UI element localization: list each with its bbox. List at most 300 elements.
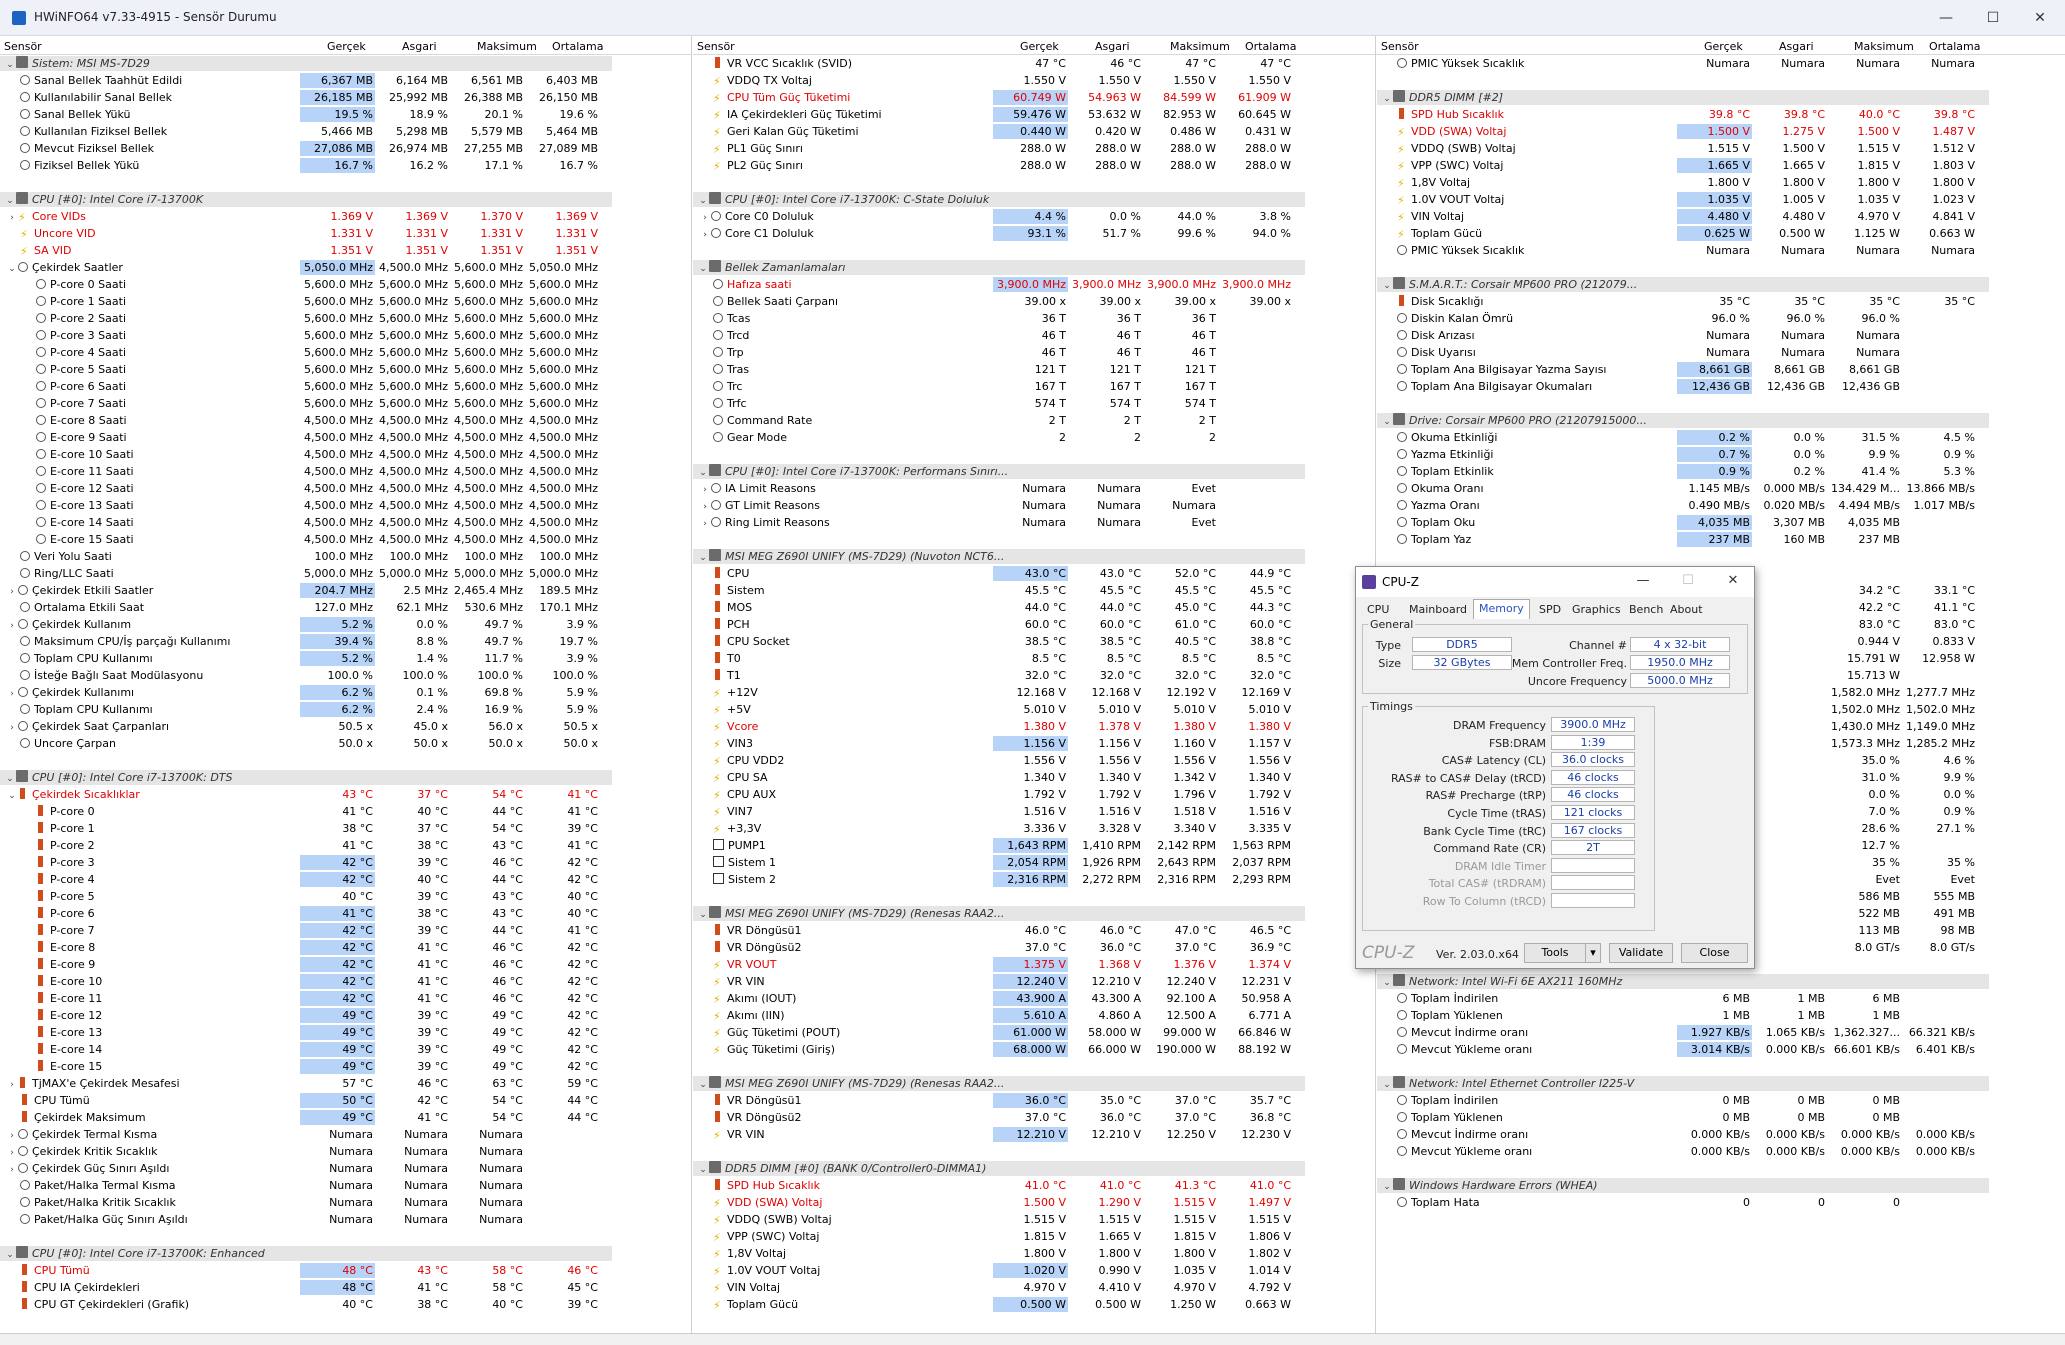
sensor-row[interactable] [1377,225,2065,242]
sensor-group[interactable] [693,463,1383,480]
sensor-row[interactable] [693,684,1383,701]
tab-mainboard[interactable]: Mainboard [1409,603,1468,616]
sensor-row[interactable] [693,293,1383,310]
sensor-row[interactable] [693,854,1383,871]
sensor-row[interactable] [0,531,691,548]
sensor-row[interactable] [693,1024,1383,1041]
sensor-group[interactable] [1377,973,2065,990]
sensor-row[interactable] [0,1194,691,1211]
collapse-icon[interactable]: ⌄ [1383,978,1391,988]
sensor-row[interactable] [693,735,1383,752]
sensor-group[interactable] [693,259,1383,276]
expand-icon[interactable]: › [703,502,707,512]
expand-icon[interactable]: › [10,587,14,597]
sensor-row[interactable] [1377,1007,2065,1024]
sensor-row[interactable] [0,1143,691,1160]
collapse-icon[interactable]: ⌄ [699,196,707,206]
sensor-row[interactable] [693,667,1383,684]
sensor-row[interactable] [693,718,1383,735]
sensor-row[interactable] [0,956,691,973]
sensor-row[interactable] [0,446,691,463]
sensor-row[interactable] [0,1024,691,1041]
sensor-row[interactable] [1377,531,2065,548]
value-avg [527,1144,600,1159]
expand-icon[interactable]: › [10,621,14,631]
tools-dropdown-icon[interactable]: ▾ [1585,943,1601,963]
value-max: 1.515 V [1173,1196,1216,1209]
sensor-row[interactable] [0,1296,691,1313]
sensor-row[interactable] [693,140,1383,157]
sensor-row[interactable] [1377,123,2065,140]
column-avg[interactable]: Ortalama [552,40,604,53]
sensor-row[interactable] [0,548,691,565]
collapse-icon[interactable]: ⌄ [699,553,707,563]
value-current: 5,600.0 MHz [303,312,373,325]
sensor-row[interactable] [693,327,1383,344]
sensor-row[interactable] [1377,191,2065,208]
sensor-name: E-core 9 [50,958,96,971]
expand-icon[interactable]: › [10,1080,14,1090]
sensor-row[interactable] [693,1211,1383,1228]
sensor-row[interactable] [693,276,1383,293]
sensor-row[interactable] [1377,242,2065,259]
sensor-row[interactable] [1377,497,2065,514]
sensor-row[interactable] [693,1194,1383,1211]
sensor-row[interactable] [693,1177,1383,1194]
sensor-row[interactable] [0,429,691,446]
sensor-group[interactable] [0,769,691,786]
sensor-row[interactable] [1377,446,2065,463]
sensor-row[interactable] [0,1075,691,1092]
sensor-row[interactable] [693,72,1383,89]
sensor-row[interactable] [693,89,1383,106]
sensor-row[interactable] [693,395,1383,412]
panel-divider[interactable] [691,36,692,1333]
collapse-icon[interactable]: ⌄ [699,910,707,920]
tab-graphics[interactable]: Graphics [1572,603,1621,616]
sensor-row[interactable] [693,1126,1383,1143]
sensor-row[interactable] [0,412,691,429]
collapse-icon[interactable]: ⌄ [8,264,16,274]
column-sensor[interactable]: Sensör [697,40,735,53]
sensor-row[interactable] [1377,990,2065,1007]
expand-icon[interactable]: › [703,230,707,240]
sensor-row[interactable] [1377,361,2065,378]
close-button[interactable]: ✕ [2034,10,2046,26]
value-max: 1.125 W [1854,227,1900,240]
sensor-row[interactable] [0,871,691,888]
sensor-row[interactable] [0,939,691,956]
sensor-row[interactable] [693,225,1383,242]
collapse-icon[interactable]: ⌄ [6,60,14,70]
sensor-row[interactable] [693,55,1383,72]
column-current[interactable]: Gerçek [1020,40,1059,53]
sensor-row[interactable] [0,480,691,497]
column-max[interactable]: Maksimum [1854,40,1914,53]
tools-button[interactable]: Tools [1524,943,1586,963]
sensor-row[interactable] [0,786,691,803]
sensor-row[interactable] [693,1296,1383,1313]
sensor-row[interactable] [0,973,691,990]
gauge-icon [20,1197,30,1207]
collapse-icon[interactable]: ⌄ [1383,281,1391,291]
sensor-row[interactable] [1377,310,2065,327]
sensor-row[interactable] [1377,344,2065,361]
sensor-row[interactable] [0,888,691,905]
cpuz-minimize-button[interactable]: — [1636,573,1650,588]
tab-bench[interactable]: Bench [1629,603,1664,616]
group-name: DDR5 DIMM [#0] (BANK 0/Controller0-DIMMA1) [725,1162,987,1175]
sensor-row[interactable] [1377,293,2065,310]
sensor-row[interactable] [0,922,691,939]
sensor-row[interactable] [693,973,1383,990]
sensor-row[interactable] [0,820,691,837]
sensor-group[interactable] [1377,1075,2065,1092]
column-current[interactable]: Gerçek [327,40,366,53]
sensor-row[interactable] [0,1126,691,1143]
sensor-group[interactable] [1377,412,2065,429]
value-avg: 1.014 V [1248,1264,1291,1277]
sensor-row[interactable] [693,1262,1383,1279]
expand-icon[interactable]: › [703,485,707,495]
sensor-row[interactable] [0,310,691,327]
value-avg [1220,413,1293,428]
sensor-row[interactable] [1377,514,2065,531]
sensor-panel-2[interactable] [693,36,1383,1333]
sensor-group[interactable] [1377,1177,2065,1194]
sensor-row[interactable] [693,565,1383,582]
sensor-row[interactable] [693,106,1383,123]
sensor-row[interactable] [693,871,1383,888]
sensor-row[interactable] [1377,1143,2065,1160]
sensor-row[interactable] [0,582,691,599]
maximize-button[interactable]: ☐ [1986,10,2000,26]
sensor-row[interactable] [693,344,1383,361]
value-max: 1.380 V [1173,720,1216,733]
sensor-row[interactable] [0,1007,691,1024]
sensor-group[interactable] [693,1160,1383,1177]
sensor-row[interactable] [693,956,1383,973]
value-current: 42 °C [300,923,375,938]
tab-about[interactable]: About [1670,603,1703,616]
value-max: 40.0 °C [1858,108,1900,121]
sensor-row[interactable] [693,412,1383,429]
column-max[interactable]: Maksimum [1170,40,1230,53]
sensor-name: 1,8V Voltaj [1411,176,1471,189]
sensor-row[interactable] [693,599,1383,616]
value-max: 5,600.0 MHz [453,397,523,410]
expand-icon[interactable]: › [703,519,707,529]
sensor-row[interactable] [0,633,691,650]
sensor-row[interactable] [1377,1109,2065,1126]
sensor-row[interactable] [0,1279,691,1296]
value-current: 121 T [1034,363,1066,376]
value-max: 4,500.0 MHz [453,448,523,461]
expand-icon[interactable]: › [10,1165,14,1175]
expand-icon[interactable]: › [10,689,14,699]
column-min[interactable]: Asgari [1095,40,1130,53]
sensor-row[interactable] [693,633,1383,650]
sensor-row[interactable] [1377,55,2065,72]
sensor-row[interactable] [0,344,691,361]
sensor-row[interactable] [693,922,1383,939]
device-icon [709,192,721,204]
sensor-row[interactable] [0,718,691,735]
sensor-row[interactable] [0,259,691,276]
group-name: Network: Intel Ethernet Controller I225-V [1409,1077,1635,1090]
collapse-icon[interactable]: ⌄ [6,774,14,784]
value-min: 0.500 W [1095,1298,1141,1311]
sensor-row[interactable] [693,208,1383,225]
sensor-row[interactable] [693,429,1383,446]
sensor-row[interactable] [0,378,691,395]
sensor-group[interactable] [693,548,1383,565]
expand-icon[interactable]: › [10,213,14,223]
collapse-icon[interactable]: ⌄ [8,791,16,801]
sensor-row[interactable] [0,242,691,259]
collapse-icon[interactable]: ⌄ [1383,417,1391,427]
voltage-icon: ⚡ [713,721,721,734]
column-sensor[interactable]: Sensör [4,40,42,53]
value-current: 1.351 V [330,244,373,257]
sensor-row[interactable] [693,1279,1383,1296]
value-current: Numara [329,1213,373,1226]
column-avg[interactable]: Ortalama [1929,40,1981,53]
sensor-row[interactable] [693,837,1383,854]
value-current: 46 T [1041,329,1066,342]
expand-icon[interactable]: › [703,213,707,223]
sensor-row[interactable] [0,293,691,310]
expand-icon[interactable]: › [10,723,14,733]
sensor-row[interactable] [0,735,691,752]
sensor-row[interactable] [0,106,691,123]
sensor-group[interactable] [0,1245,691,1262]
sensor-row[interactable] [0,990,691,1007]
sensor-row[interactable] [1377,463,2065,480]
collapse-icon[interactable]: ⌄ [6,196,14,206]
sensor-panel-1[interactable] [0,36,691,1333]
sensor-row[interactable] [0,650,691,667]
value-min: 35.0 °C [1099,1094,1141,1107]
value-current: 42 °C [300,855,375,870]
sensor-row[interactable] [693,1245,1383,1262]
thermometer-icon [715,601,720,612]
expand-icon[interactable]: › [10,1131,14,1141]
sensor-row[interactable] [693,1109,1383,1126]
sensor-row[interactable] [693,582,1383,599]
sensor-row[interactable] [693,769,1383,786]
sensor-row[interactable] [0,123,691,140]
collapse-icon[interactable]: ⌄ [6,1250,14,1260]
sensor-row[interactable] [693,1228,1383,1245]
cpuz-close-icon[interactable]: ✕ [1727,573,1739,588]
sensor-row[interactable] [0,565,691,582]
sensor-row[interactable] [0,616,691,633]
sensor-row[interactable] [1377,378,2065,395]
sensor-row[interactable] [0,1092,691,1109]
sensor-row[interactable] [1377,1024,2065,1041]
sensor-row[interactable] [1377,327,2065,344]
sensor-row[interactable] [1377,106,2065,123]
sensor-name-cell [703,515,983,530]
sensor-row[interactable] [1377,429,2065,446]
sensor-row[interactable] [0,276,691,293]
value-min: 0.000 KB/s [1765,1128,1825,1141]
sensor-row[interactable] [0,1160,691,1177]
sensor-row[interactable] [693,752,1383,769]
sensor-row[interactable] [0,667,691,684]
sensor-row[interactable] [0,361,691,378]
thermometer-icon [1399,295,1404,306]
sensor-row[interactable] [693,820,1383,837]
sensor-row[interactable] [1377,157,2065,174]
channel-value: 4 x 32-bit [1630,637,1730,652]
value-avg: 13.866 MB/s [1906,482,1975,495]
sensor-row[interactable] [0,72,691,89]
collapse-icon[interactable]: ⌄ [699,264,707,274]
column-sensor[interactable]: Sensör [1381,40,1419,53]
sensor-row[interactable] [0,1177,691,1194]
group-name: Sistem: MSI MS-7D29 [32,57,150,70]
minimize-button[interactable]: — [1939,10,1953,26]
sensor-row[interactable] [0,89,691,106]
value-max: 69.8 % [484,686,523,699]
sensor-name-cell [1397,1195,1667,1210]
sensor-row[interactable] [0,1109,691,1126]
sensor-row[interactable] [693,803,1383,820]
sensor-row[interactable] [693,361,1383,378]
sensor-row[interactable] [693,1092,1383,1109]
value-current: 49 °C [300,1008,375,1023]
sensor-row[interactable] [0,514,691,531]
sensor-name-cell [1397,311,1667,326]
sensor-row[interactable] [0,854,691,871]
sensor-row[interactable] [0,837,691,854]
sensor-row[interactable] [1377,1092,2065,1109]
column-min[interactable]: Asgari [402,40,437,53]
sensor-row[interactable] [693,378,1383,395]
sensor-group[interactable] [693,905,1383,922]
sensor-group[interactable] [1377,89,2065,106]
tab-spd[interactable]: SPD [1539,603,1562,616]
sensor-row[interactable] [0,1041,691,1058]
sensor-row[interactable] [1377,480,2065,497]
column-current[interactable]: Gerçek [1704,40,1743,53]
collapse-icon[interactable]: ⌄ [699,1165,707,1175]
cpuz-close-button[interactable]: Close [1681,943,1748,963]
value-avg: Numara [1931,57,1975,70]
sensor-row[interactable] [693,310,1383,327]
sensor-row[interactable] [0,803,691,820]
value-avg: 3.8 % [1259,210,1291,223]
column-min[interactable]: Asgari [1779,40,1814,53]
gauge-icon [713,415,723,425]
validate-button[interactable]: Validate [1609,943,1673,963]
sensor-row[interactable] [0,599,691,616]
sensor-row[interactable] [0,905,691,922]
expand-icon[interactable]: › [10,1148,14,1158]
sensor-row[interactable] [1377,208,2065,225]
sensor-row[interactable] [693,497,1383,514]
sensor-row[interactable] [0,157,691,174]
sensor-row[interactable] [693,701,1383,718]
sensor-name-cell [713,957,983,972]
tab-cpu[interactable]: CPU [1367,603,1390,616]
sensor-row[interactable] [693,1007,1383,1024]
sensor-row[interactable] [0,140,691,157]
sensor-row[interactable] [0,1262,691,1279]
cpuz-window[interactable] [1355,566,1755,969]
sensor-row[interactable] [693,123,1383,140]
sensor-row[interactable] [0,463,691,480]
sensor-row[interactable] [1377,1041,2065,1058]
sensor-row[interactable] [0,684,691,701]
sensor-row[interactable] [693,650,1383,667]
cpuz-maximize-button[interactable]: ☐ [1682,573,1694,588]
value-avg [1904,328,1977,343]
value-min: 12.168 V [1091,686,1141,699]
sensor-row[interactable] [0,701,691,718]
sensor-row[interactable] [1377,1126,2065,1143]
column-max[interactable]: Maksimum [477,40,537,53]
sensor-row[interactable] [0,497,691,514]
collapse-icon[interactable]: ⌄ [699,468,707,478]
sensor-group[interactable] [693,1075,1383,1092]
sensor-row[interactable] [693,616,1383,633]
sensor-group[interactable] [0,191,691,208]
sensor-row[interactable] [693,1041,1383,1058]
value-max: 1.556 V [1173,754,1216,767]
sensor-row[interactable] [693,990,1383,1007]
collapse-icon[interactable]: ⌄ [1383,1080,1391,1090]
sensor-row[interactable] [1377,174,2065,191]
sensor-row[interactable] [0,208,691,225]
sensor-name-cell [1397,1042,1667,1057]
sensor-row[interactable] [0,1058,691,1075]
sensor-name: VIN Voltaj [1411,210,1465,223]
sensor-name-cell [10,685,290,700]
sensor-row[interactable] [693,157,1383,174]
sensor-row[interactable] [0,1211,691,1228]
sensor-row[interactable] [693,786,1383,803]
sensor-row[interactable] [0,327,691,344]
sensor-group[interactable] [693,191,1383,208]
sensor-name: Okuma Etkinliği [1411,431,1498,444]
sensor-row[interactable] [1377,1194,2065,1211]
collapse-icon[interactable]: ⌄ [1383,94,1391,104]
column-avg[interactable]: Ortalama [1245,40,1297,53]
gauge-icon [20,143,30,153]
value-avg: 1,502.0 MHz [1905,703,1975,716]
value-max: 237 MB [1858,533,1900,546]
sensor-row[interactable] [693,480,1383,497]
sensor-name: VPP (SWC) Voltaj [727,1230,820,1243]
sensor-row[interactable] [693,939,1383,956]
sensor-row[interactable] [693,514,1383,531]
sensor-row[interactable] [1377,140,2065,157]
value-max: 1.342 V [1173,771,1216,784]
sensor-row[interactable] [0,395,691,412]
sensor-group[interactable] [1377,276,2065,293]
collapse-icon[interactable]: ⌄ [699,1080,707,1090]
sensor-row[interactable] [0,225,691,242]
tab-memory[interactable]: Memory [1473,599,1530,619]
sensor-group[interactable] [0,55,691,72]
sensor-name-cell [36,1008,306,1023]
sensor-name: E-core 10 [50,975,103,988]
value-min: 5,600.0 MHz [378,295,448,308]
collapse-icon[interactable]: ⌄ [1383,1182,1391,1192]
